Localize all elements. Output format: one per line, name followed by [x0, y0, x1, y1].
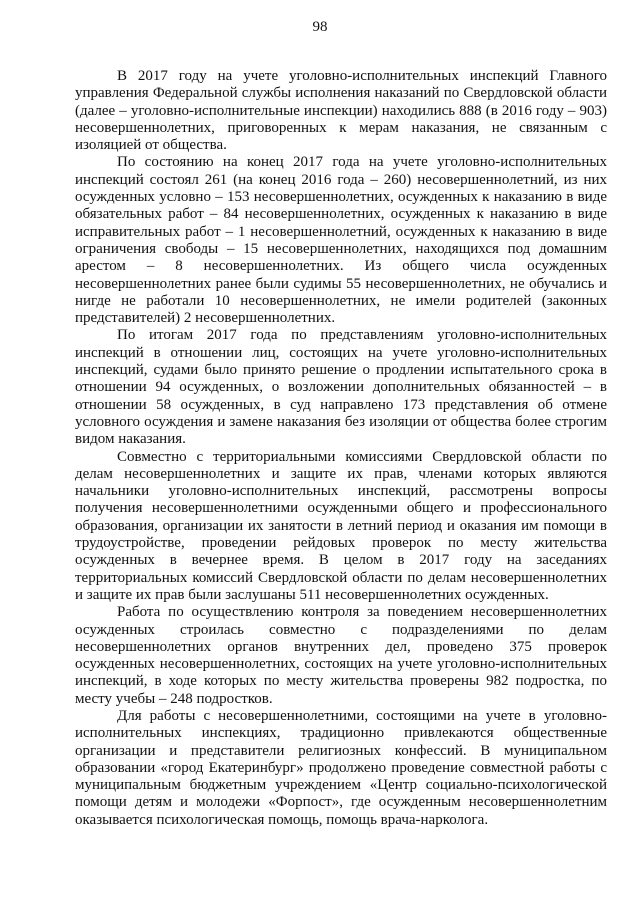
document-body: [75, 68, 607, 829]
paragraph-court-submissions: По итогам 2017 года по представлениям уголовно-исполнительных инспекций в отношении лиц, состоящих на учете уголовно-исполнительных инспекций, судами было принято решение о продлении испытательного срока в отношении 94 осужденных, о возложении дополнительных обязанностей – в отношении 58 осужденных, в суд направлено 173 представления об отмене условного осуждения и замене наказания без изоляции от общества более строгим видом наказания.: [75, 327, 607, 448]
paragraph-territorial-commissions: Совместно с территориальными комиссиями Свердловской области по делам несовершеннолетних и защите их прав, членами которых являются начальники уголовно-исполнительных инспекций, рассмотрены вопросы получения несовершеннолетними осужденными общего и профессионального образования, организации их занятости в летний период и оказания им помощи в трудоустройстве, проведении рейдовых проверок по месту жительства осужденных в вечернее время. В целом в 2017 году на заседаниях территориальных комиссий Свердловской области по делам несовершеннолетних и защите их прав были заслушаны 511 несовершеннолетних осужденных.: [75, 448, 607, 603]
paragraph-behavior-control: Работа по осуществлению контроля за поведением несовершеннолетних осужденных строилась совместно с подразделениями по делам несовершеннолетних органов внутренних дел, проведено 375 проверок осужденных несовершеннолетних, состоящих на учете уголовно-исполнительных инспекций, в ходе которых по месту жительства проверены 982 подростка, по месту учебы – 248 подростков.: [75, 604, 607, 707]
paragraph-juvenile-registered-2017: В 2017 году на учете уголовно-исполнительных инспекций Главного управления Федеральной службы исполнения наказаний по Свердловской области (далее – уголовно-исполнительные инспекции) находились 888 (в 2016 году – 903) несовершеннолетних, приговоренных к мерам наказания, не связанным с изоляцией от общества.: [75, 68, 607, 154]
paragraph-public-organizations: Для работы с несовершеннолетними, состоящими на учете в уголовно-исполнительных инспекциях, традиционно привлекаются общественные организации и представители религиозных конфессий. В муниципальном образовании «город Екатеринбург» продолжено проведение совместной работы с муниципальным бюджетным учреждением «Центр социально-психологической помощи детям и молодежи «Форпост», где осужденным несовершеннолетним оказывается психологическая помощь, помощь врача-нарколога.: [75, 707, 607, 828]
paragraph-end-of-year-statistics: По состоянию на конец 2017 года на учете уголовно-исполнительных инспекций состоял 261 (на конец 2016 года – 260) несовершеннолетний, из них осужденных условно – 153 несовершеннолетних, осужденных к наказанию в виде обязательных работ – 84 несовершеннолетних, осужденных к наказанию в виде исправительных работ – 1 несовершеннолетний, осужденных к наказанию в виде ограничения свободы – 15 несовершеннолетних, находящихся под домашним арестом – 8 несовершеннолетних. Из общего числа осужденных несовершеннолетних ранее были судимы 55 несовершеннолетних, не обучались и нигде не работали 10 несовершеннолетних, не имели родителей (законных представителей) 2 несовершеннолетних.: [75, 154, 607, 327]
page-number: 98: [312, 19, 328, 35]
